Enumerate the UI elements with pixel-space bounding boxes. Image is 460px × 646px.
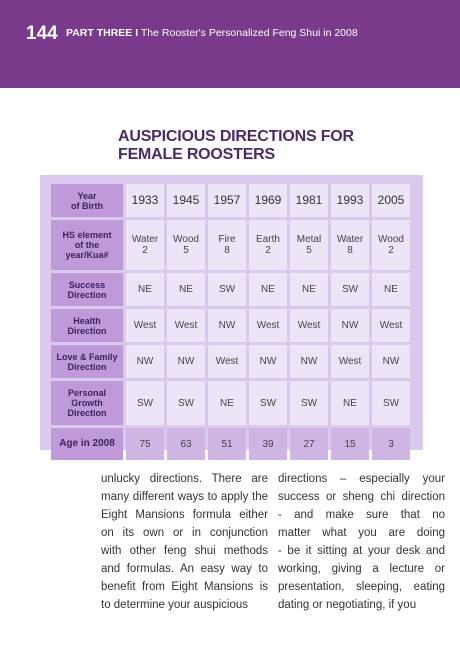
table-cell [126, 184, 164, 217]
table-cell [290, 273, 328, 306]
table-cell [126, 220, 164, 270]
table-cell-line: 51 [221, 438, 233, 450]
table-cell-line: 1993 [336, 193, 364, 207]
table-cell [290, 381, 328, 425]
row-header-line: Direction [67, 408, 107, 418]
table-cell-line: SW [218, 284, 236, 295]
table-cell-line: 3 [388, 438, 394, 450]
table-cell-line: SW [300, 397, 318, 409]
table-cell-line: SW [382, 397, 400, 409]
row-header-line: of Birth [71, 200, 103, 211]
table-cell [372, 345, 410, 378]
row-header [51, 273, 123, 306]
table-cell-line: 1969 [254, 193, 282, 207]
row-header-line: of the [74, 240, 100, 250]
table-cell [372, 220, 410, 270]
table-cell [126, 273, 164, 306]
table-cell-line: SW [259, 397, 277, 409]
table-cell-line: 1981 [295, 193, 323, 207]
row-header-line: year/Kua# [65, 250, 109, 260]
table-row [51, 273, 410, 306]
table-cell [208, 381, 246, 425]
section-title: The Rooster's Personalized Feng Shui in 2008 [140, 27, 358, 39]
row-header [51, 381, 123, 425]
table-cell [290, 428, 328, 460]
table-cell-line: 8 [347, 245, 353, 256]
body-text-line: success or sheng chi direction [278, 491, 445, 503]
table-cell [126, 309, 164, 342]
table-cell-line: 1957 [213, 193, 241, 207]
table-cell [208, 273, 246, 306]
table-cell [249, 184, 287, 217]
table-cell-line: West [174, 320, 198, 331]
body-text-line: - and make sure that no [278, 509, 445, 521]
directions-table-panel [40, 175, 423, 450]
table-cell-line: 1945 [172, 193, 200, 207]
table-cell-line: 8 [224, 245, 230, 256]
table-cell-line: West [379, 320, 403, 331]
table-cell [372, 184, 410, 217]
row-header-line: Direction [67, 361, 107, 372]
table-cell [208, 184, 246, 217]
table-cell [126, 428, 164, 460]
row-header [51, 309, 123, 342]
body-text-line: and formulas. An easy way to [101, 563, 268, 575]
table-cell-line: Metal [296, 234, 322, 245]
table-cell [331, 381, 369, 425]
table-cell [290, 309, 328, 342]
table-title-line: FEMALE ROOSTERS [118, 146, 276, 163]
table-cell-line: West [297, 320, 321, 331]
table-row [51, 428, 410, 460]
table-cell-line: West [133, 320, 157, 331]
row-header-line: Personal [67, 388, 107, 398]
table-cell-line: NW [136, 356, 154, 367]
body-text-line: unlucky directions. There are [101, 473, 268, 485]
table-cell-line: NW [382, 356, 400, 367]
table-title-line: AUSPICIOUS DIRECTIONS FOR [118, 128, 354, 145]
table-row [51, 345, 410, 378]
row-header [51, 345, 123, 378]
table-cell-line: Wood [378, 234, 404, 245]
table-cell [249, 345, 287, 378]
table-cell [290, 345, 328, 378]
part-label: PART THREE I [66, 27, 139, 39]
table-cell-line: SW [341, 284, 359, 295]
table-cell [331, 309, 369, 342]
table-cell [372, 428, 410, 460]
table-cell-line: Water [336, 234, 364, 245]
table-cell-line: Water [131, 234, 159, 245]
body-column-left [101, 470, 268, 614]
table-cell [372, 273, 410, 306]
table-cell [290, 220, 328, 270]
table-cell [208, 345, 246, 378]
page-number: 144 [26, 23, 58, 44]
table-cell [249, 428, 287, 460]
table-cell [372, 381, 410, 425]
table-cell-line: West [215, 356, 239, 367]
row-header [51, 428, 123, 460]
table-cell-line: NE [302, 284, 316, 295]
row-header-line: Age in 2008 [59, 438, 115, 449]
table-cell [167, 273, 205, 306]
table-cell-line: NE [384, 284, 398, 295]
table-cell-line: NW [259, 356, 277, 367]
body-text-line: - be it sitting at your desk and [278, 545, 445, 557]
table-cell [167, 309, 205, 342]
table-cell-line: 2 [142, 245, 148, 256]
row-header-line: Health [73, 315, 101, 326]
body-text-line: directions – especially your [278, 473, 445, 485]
body-text-line: Eight Mansions formula either [101, 509, 268, 521]
body-text-line: presentation, sleeping, eating [278, 581, 445, 593]
table-row [51, 309, 410, 342]
row-header [51, 220, 123, 270]
body-text-line: on its own or in conjunction [101, 527, 268, 539]
table-cell [167, 381, 205, 425]
table-cell [331, 273, 369, 306]
table-cell-line: NE [343, 397, 357, 409]
row-header-line: Growth [71, 398, 103, 408]
row-header-line: Year [77, 190, 97, 201]
table-cell-line: 2005 [377, 193, 405, 207]
table-cell [208, 220, 246, 270]
table-cell [372, 309, 410, 342]
table-cell [331, 184, 369, 217]
table-cell [249, 273, 287, 306]
table-cell-line: 39 [262, 438, 274, 450]
body-column-right [278, 470, 445, 614]
row-header-line: Direction [67, 325, 107, 336]
table-cell [208, 309, 246, 342]
body-text-line: many different ways to apply the [101, 491, 268, 503]
table-cell-line: NE [220, 397, 234, 409]
table-row [51, 184, 410, 217]
table-cell [167, 220, 205, 270]
row-header-line: Direction [67, 289, 107, 300]
table-cell-line: NW [300, 356, 318, 367]
table-cell-line: NW [218, 320, 236, 331]
page-header-band [0, 0, 460, 88]
table-cell-line: 75 [139, 438, 151, 450]
table-title [118, 128, 418, 164]
table-cell-line: 15 [344, 438, 356, 450]
table-cell-line: 5 [306, 245, 312, 256]
table-cell [249, 309, 287, 342]
table-cell-line: Earth [256, 234, 280, 245]
table-cell-line: Fire [218, 234, 236, 245]
table-cell [249, 220, 287, 270]
body-text-line: to determine your auspicious [101, 599, 249, 611]
table-cell [167, 345, 205, 378]
table-cell [249, 381, 287, 425]
table-cell-line: 27 [303, 438, 315, 450]
table-cell-line: SW [136, 397, 154, 409]
body-text-line: matter what you are doing [278, 527, 445, 539]
table-row [51, 220, 410, 270]
body-text-line: dating or negotiating, if you [278, 599, 417, 611]
table-cell [331, 345, 369, 378]
table-row [51, 381, 410, 425]
table-cell-line: 63 [180, 438, 192, 450]
table-cell [126, 381, 164, 425]
row-header-line: Love & Family [56, 351, 118, 362]
table-cell-line: NE [261, 284, 275, 295]
table-cell-line: West [256, 320, 280, 331]
directions-table [48, 181, 413, 463]
table-cell-line: 2 [388, 245, 394, 256]
table-cell-line: SW [177, 397, 195, 409]
table-cell [167, 428, 205, 460]
row-header-line: Success [68, 279, 106, 290]
running-head [66, 27, 358, 39]
table-cell-line: NW [177, 356, 195, 367]
table-cell [331, 220, 369, 270]
table-cell-line: Wood [173, 234, 199, 245]
table-cell [290, 184, 328, 217]
table-cell-line: 1933 [131, 193, 159, 207]
table-cell [331, 428, 369, 460]
table-cell [167, 184, 205, 217]
table-cell-line: NW [341, 320, 359, 331]
table-cell-line: 5 [183, 245, 189, 256]
table-cell-line: NE [179, 284, 193, 295]
row-header-line: HS element [62, 230, 112, 240]
table-cell-line: 2 [265, 245, 271, 256]
body-text-line: working, giving a lecture or [278, 563, 445, 575]
table-cell [126, 345, 164, 378]
body-text-line: benefit from Eight Mansions is [101, 581, 268, 593]
table-cell-line: NE [138, 284, 152, 295]
table-cell-line: West [338, 356, 362, 367]
body-text-line: with other feng shui methods [101, 545, 268, 557]
row-header [51, 184, 123, 217]
table-cell [208, 428, 246, 460]
